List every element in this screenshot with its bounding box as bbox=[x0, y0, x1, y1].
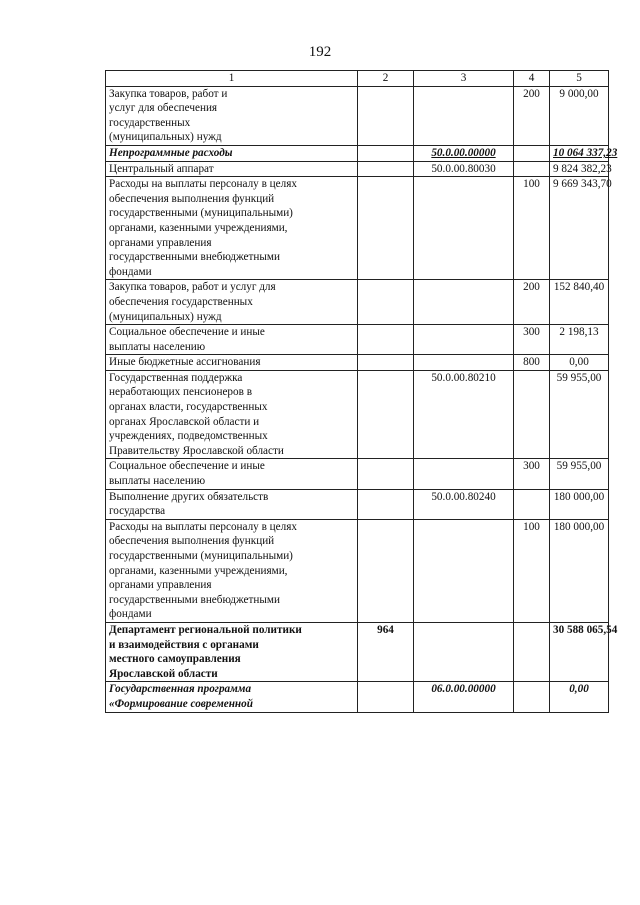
header-cell: 3 bbox=[414, 71, 514, 87]
row-dept bbox=[358, 370, 414, 459]
row-amount: 0,00 bbox=[550, 355, 609, 371]
row-kind: 300 bbox=[514, 325, 550, 355]
row-amount: 9 824 382,23 bbox=[550, 161, 609, 177]
row-kind bbox=[514, 682, 550, 712]
row-target bbox=[414, 459, 514, 489]
table-row bbox=[106, 370, 609, 459]
row-dept bbox=[358, 682, 414, 712]
row-amount: 152 840,40 bbox=[550, 280, 609, 325]
table-row bbox=[106, 161, 609, 177]
row-target bbox=[414, 177, 514, 280]
row-kind: 100 bbox=[514, 519, 550, 622]
page-number: 192 bbox=[308, 44, 332, 60]
row-target bbox=[414, 325, 514, 355]
row-dept bbox=[358, 355, 414, 371]
row-target: 50.0.00.00000 bbox=[414, 145, 514, 161]
row-name: Государственная программа «Формирование современной bbox=[106, 682, 358, 712]
row-name: Государственная поддержка неработающих пенсионеров в органах власти, государственных органах Ярославской области и учреждениях, подведомственных Правительству Ярославской области bbox=[106, 370, 358, 459]
row-amount: 59 955,00 bbox=[550, 459, 609, 489]
table-row bbox=[106, 519, 609, 622]
row-name: Выполнение других обязательств государства bbox=[106, 489, 358, 519]
table-row bbox=[106, 459, 609, 489]
table-row bbox=[106, 622, 609, 681]
row-dept bbox=[358, 145, 414, 161]
row-kind bbox=[514, 161, 550, 177]
row-name: Непрограммные расходы bbox=[106, 145, 358, 161]
row-kind bbox=[514, 145, 550, 161]
row-name: Иные бюджетные ассигнования bbox=[106, 355, 358, 371]
row-name: Расходы на выплаты персоналу в целях обеспечения выполнения функций государственными (муниципальными) органами, казенными учреждениями, органами управления государственными внебюджетными фондами bbox=[106, 519, 358, 622]
header-cell: 1 bbox=[106, 71, 358, 87]
row-amount: 180 000,00 bbox=[550, 519, 609, 622]
budget-table bbox=[105, 70, 618, 713]
row-kind: 300 bbox=[514, 459, 550, 489]
row-amount: 9 000,00 bbox=[550, 86, 609, 145]
row-kind bbox=[514, 489, 550, 519]
row-name: Социальное обеспечение и иные выплаты населению bbox=[106, 325, 358, 355]
row-dept bbox=[358, 161, 414, 177]
row-target bbox=[414, 86, 514, 145]
row-amount: 59 955,00 bbox=[550, 370, 609, 459]
row-target bbox=[414, 280, 514, 325]
row-dept bbox=[358, 280, 414, 325]
row-target bbox=[414, 519, 514, 622]
table-row bbox=[106, 325, 609, 355]
row-kind bbox=[514, 622, 550, 681]
row-name: Департамент региональной политики и взаимодействия с органами местного самоуправления Ярославской области bbox=[106, 622, 358, 681]
table-row bbox=[106, 280, 609, 325]
row-target: 06.0.00.00000 bbox=[414, 682, 514, 712]
row-amount: 9 669 343,70 bbox=[550, 177, 609, 280]
row-dept bbox=[358, 519, 414, 622]
row-dept bbox=[358, 489, 414, 519]
row-dept bbox=[358, 459, 414, 489]
row-dept bbox=[358, 325, 414, 355]
row-kind: 100 bbox=[514, 177, 550, 280]
row-dept bbox=[358, 86, 414, 145]
row-amount: 0,00 bbox=[550, 682, 609, 712]
table-row bbox=[106, 355, 609, 371]
row-amount: 180 000,00 bbox=[550, 489, 609, 519]
row-dept: 964 bbox=[358, 622, 414, 681]
header-cell: 4 bbox=[514, 71, 550, 87]
row-kind: 200 bbox=[514, 86, 550, 145]
header-cell: 5 bbox=[550, 71, 609, 87]
table-row bbox=[106, 145, 609, 161]
row-dept bbox=[358, 177, 414, 280]
row-kind bbox=[514, 370, 550, 459]
row-target bbox=[414, 355, 514, 371]
row-target bbox=[414, 622, 514, 681]
row-name: Расходы на выплаты персоналу в целях обеспечения выполнения функций государственными (муниципальными) органами, казенными учреждениями, органами управления государственными внебюджетными фондами bbox=[106, 177, 358, 280]
row-name: Социальное обеспечение и иные выплаты населению bbox=[106, 459, 358, 489]
row-target: 50.0.00.80240 bbox=[414, 489, 514, 519]
row-amount: 30 588 065,54 bbox=[550, 622, 609, 681]
table-row bbox=[106, 489, 609, 519]
row-target: 50.0.00.80030 bbox=[414, 161, 514, 177]
row-amount: 10 064 337,23 bbox=[550, 145, 609, 161]
row-amount: 2 198,13 bbox=[550, 325, 609, 355]
table-row bbox=[106, 86, 609, 145]
row-kind: 800 bbox=[514, 355, 550, 371]
table-row bbox=[106, 177, 609, 280]
table-header-row bbox=[106, 71, 609, 87]
table-row bbox=[106, 682, 609, 712]
row-name: Центральный аппарат bbox=[106, 161, 358, 177]
row-kind: 200 bbox=[514, 280, 550, 325]
row-target: 50.0.00.80210 bbox=[414, 370, 514, 459]
row-name: Закупка товаров, работ и услуг для обеспечения государственных (муниципальных) нужд bbox=[106, 86, 358, 145]
row-name: Закупка товаров, работ и услуг для обеспечения государственных (муниципальных) нужд bbox=[106, 280, 358, 325]
header-cell: 2 bbox=[358, 71, 414, 87]
